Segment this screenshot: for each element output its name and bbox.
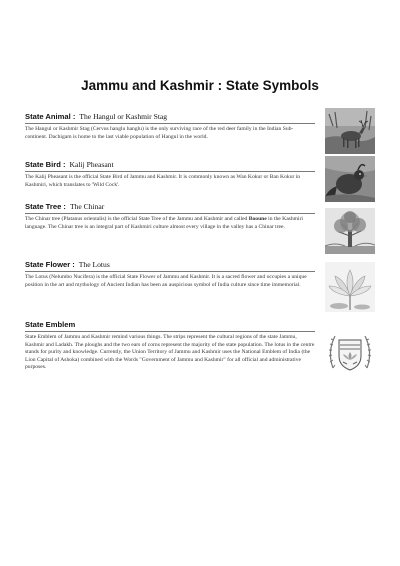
section-heading	[25, 112, 315, 122]
section-state-emblem	[25, 320, 315, 372]
section-label: State Flower :	[25, 260, 75, 269]
section-state-bird	[25, 160, 315, 189]
section-heading	[25, 320, 315, 330]
section-state-animal	[25, 112, 315, 141]
section-heading	[25, 202, 315, 212]
section-value: The Hangul or Kashmir Stag	[79, 112, 168, 121]
section-divider	[25, 213, 315, 214]
section-text: The Chinar tree (Platanus orientalis) is the official State Tree of the Jammu and Kashmir and called Booune in the Kashmiri language. The Chinar tree is an integral part of Kashmiri culture almost every village in the valley has a Chinar tree.	[25, 216, 303, 230]
section-value: The Chinar	[69, 202, 105, 211]
chinar-tree-photo-icon	[325, 208, 375, 254]
pheasant-photo-icon	[325, 156, 375, 202]
section-label: State Tree :	[25, 202, 66, 211]
section-state-flower	[25, 260, 315, 289]
section-label: State Bird :	[25, 160, 66, 169]
section-label: State Emblem	[25, 320, 76, 329]
section-divider	[25, 271, 315, 272]
section-value: The Lotus	[78, 260, 110, 269]
section-heading	[25, 260, 315, 270]
section-divider	[25, 171, 315, 172]
section-text: The Hangul or Kashmir Stag (Cervus hanglu hanglu) is the only surviving race of the red deer family in the Indian Sub-continent. Dachigam is home to the last viable population of Hangul in the world.	[25, 126, 294, 140]
section-text: The Lotus (Nelumbo Nucifera) is the official State Flower of Jammu and Kashmir. It is a sacred flower and occupies a unique position in the art and mythology of Ancient Indian has been an auspicious symbol of India culture since time immemorial.	[25, 274, 307, 288]
section-text: The Kalij Pheasant is the official State Bird of Jammu and Kashmir. It is commonly known as Wan Kokur or Ban Kokur in Kashmiri, which translates to 'Wild Cock'.	[25, 174, 301, 188]
section-heading	[25, 160, 315, 170]
stag-photo-icon	[325, 108, 375, 154]
section-text: State Emblem of Jammu and Kashmir remind various things. The strips represent the cultural regions of the state Jammu, Kashmir and Ladakh. The ploughs and the two ears of corns represent the majority of the state population. The lotus in the centre stands for purity and knowledge. Currently, the Union Territory of Jammu and Kashmir uses the National Emblem of India (the Lion Capital of Ashoka) combined with the Words "Government of Jammu and Kashmir" for all official and administrative purposes.	[25, 334, 315, 371]
section-divider	[25, 123, 315, 124]
section-value: Kalij Pheasant	[69, 160, 114, 169]
lotus-photo-icon	[325, 262, 375, 312]
page-title: Jammu and Kashmir : State Symbols	[81, 78, 319, 93]
section-divider	[25, 331, 315, 332]
section-label: State Animal :	[25, 112, 76, 121]
state-emblem-icon	[325, 326, 375, 376]
section-state-tree	[25, 202, 315, 231]
